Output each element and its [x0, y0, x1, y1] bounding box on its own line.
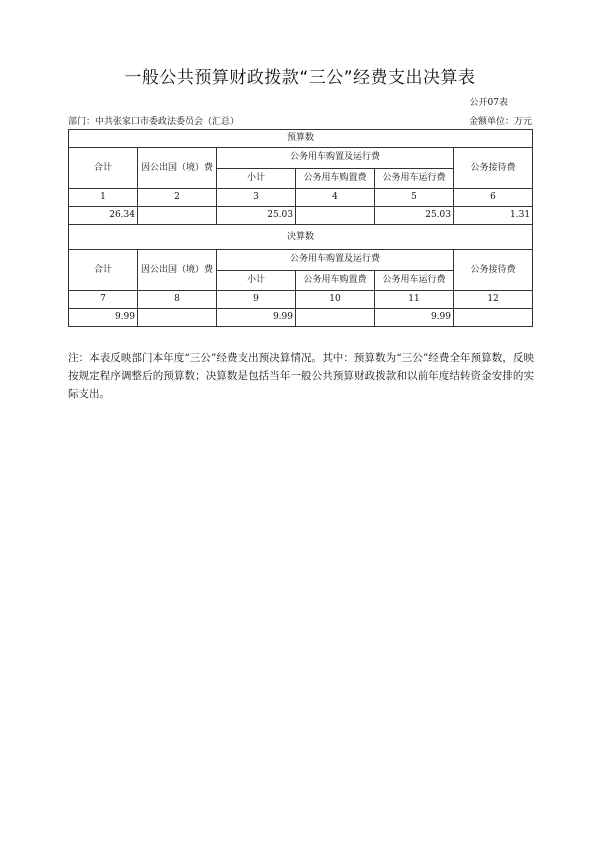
final-operation-value: 9.99 [375, 309, 454, 327]
page-title: 一般公共预算财政拨款“三公”经费支出决算表 [124, 68, 476, 88]
final-reception-value [454, 309, 533, 327]
header-operation: 公务用车运行费 [375, 270, 454, 291]
header-purchase: 公务用车购置费 [296, 168, 375, 189]
final-abroad-value [138, 309, 217, 327]
final-subtotal-value: 9.99 [217, 309, 296, 327]
col-number: 11 [375, 291, 454, 309]
three-public-expense-table [68, 129, 533, 327]
header-vehicle-group: 公务用车购置及运行费 [217, 250, 454, 271]
col-number: 2 [138, 189, 217, 207]
final-header-row [69, 250, 533, 271]
final-purchase-value [296, 309, 375, 327]
header-total: 合计 [69, 250, 138, 291]
header-abroad: 因公出国（境）费 [138, 250, 217, 291]
department-label: 部门：中共张家口市委政法委员会（汇总） [68, 117, 240, 127]
final-section-label: 决算数 [69, 225, 533, 250]
col-number: 4 [296, 189, 375, 207]
col-number: 10 [296, 291, 375, 309]
footnote: 注：本表反映部门本年度“三公”经费支出预决算情况。其中：预算数为“三公”经费全年预算数，反映按规定程序调整后的预算数；决算数是包括当年一般公共预算财政拨款和以前年度结转资金安排的实际支出。 [68, 352, 534, 400]
header-operation: 公务用车运行费 [375, 168, 454, 189]
col-number: 7 [69, 291, 138, 309]
budget-operation-value: 25.03 [375, 207, 454, 225]
budget-reception-value: 1.31 [454, 207, 533, 225]
header-total: 合计 [69, 148, 138, 189]
header-reception: 公务接待费 [454, 148, 533, 189]
col-number: 9 [217, 291, 296, 309]
header-subtotal: 小计 [217, 270, 296, 291]
budget-value-row [69, 207, 533, 225]
budget-purchase-value [296, 207, 375, 225]
budget-colnum-row [69, 189, 533, 207]
header-subtotal: 小计 [217, 168, 296, 189]
col-number: 12 [454, 291, 533, 309]
budget-section-label: 预算数 [69, 130, 533, 148]
final-section-row [69, 225, 533, 250]
header-reception: 公务接待费 [454, 250, 533, 291]
header-vehicle-group: 公务用车购置及运行费 [217, 148, 454, 169]
final-value-row [69, 309, 533, 327]
form-code: 公开07表 [469, 98, 508, 108]
budget-subtotal-value: 25.03 [217, 207, 296, 225]
header-abroad: 因公出国（境）费 [138, 148, 217, 189]
header-purchase: 公务用车购置费 [296, 270, 375, 291]
col-number: 1 [69, 189, 138, 207]
col-number: 6 [454, 189, 533, 207]
final-colnum-row [69, 291, 533, 309]
budget-header-row [69, 148, 533, 169]
budget-section-row [69, 130, 533, 148]
final-total-value: 9.99 [69, 309, 138, 327]
col-number: 8 [138, 291, 217, 309]
unit-label: 金额单位：万元 [468, 117, 532, 127]
col-number: 3 [217, 189, 296, 207]
budget-total-value: 26.34 [69, 207, 138, 225]
col-number: 5 [375, 189, 454, 207]
budget-abroad-value [138, 207, 217, 225]
